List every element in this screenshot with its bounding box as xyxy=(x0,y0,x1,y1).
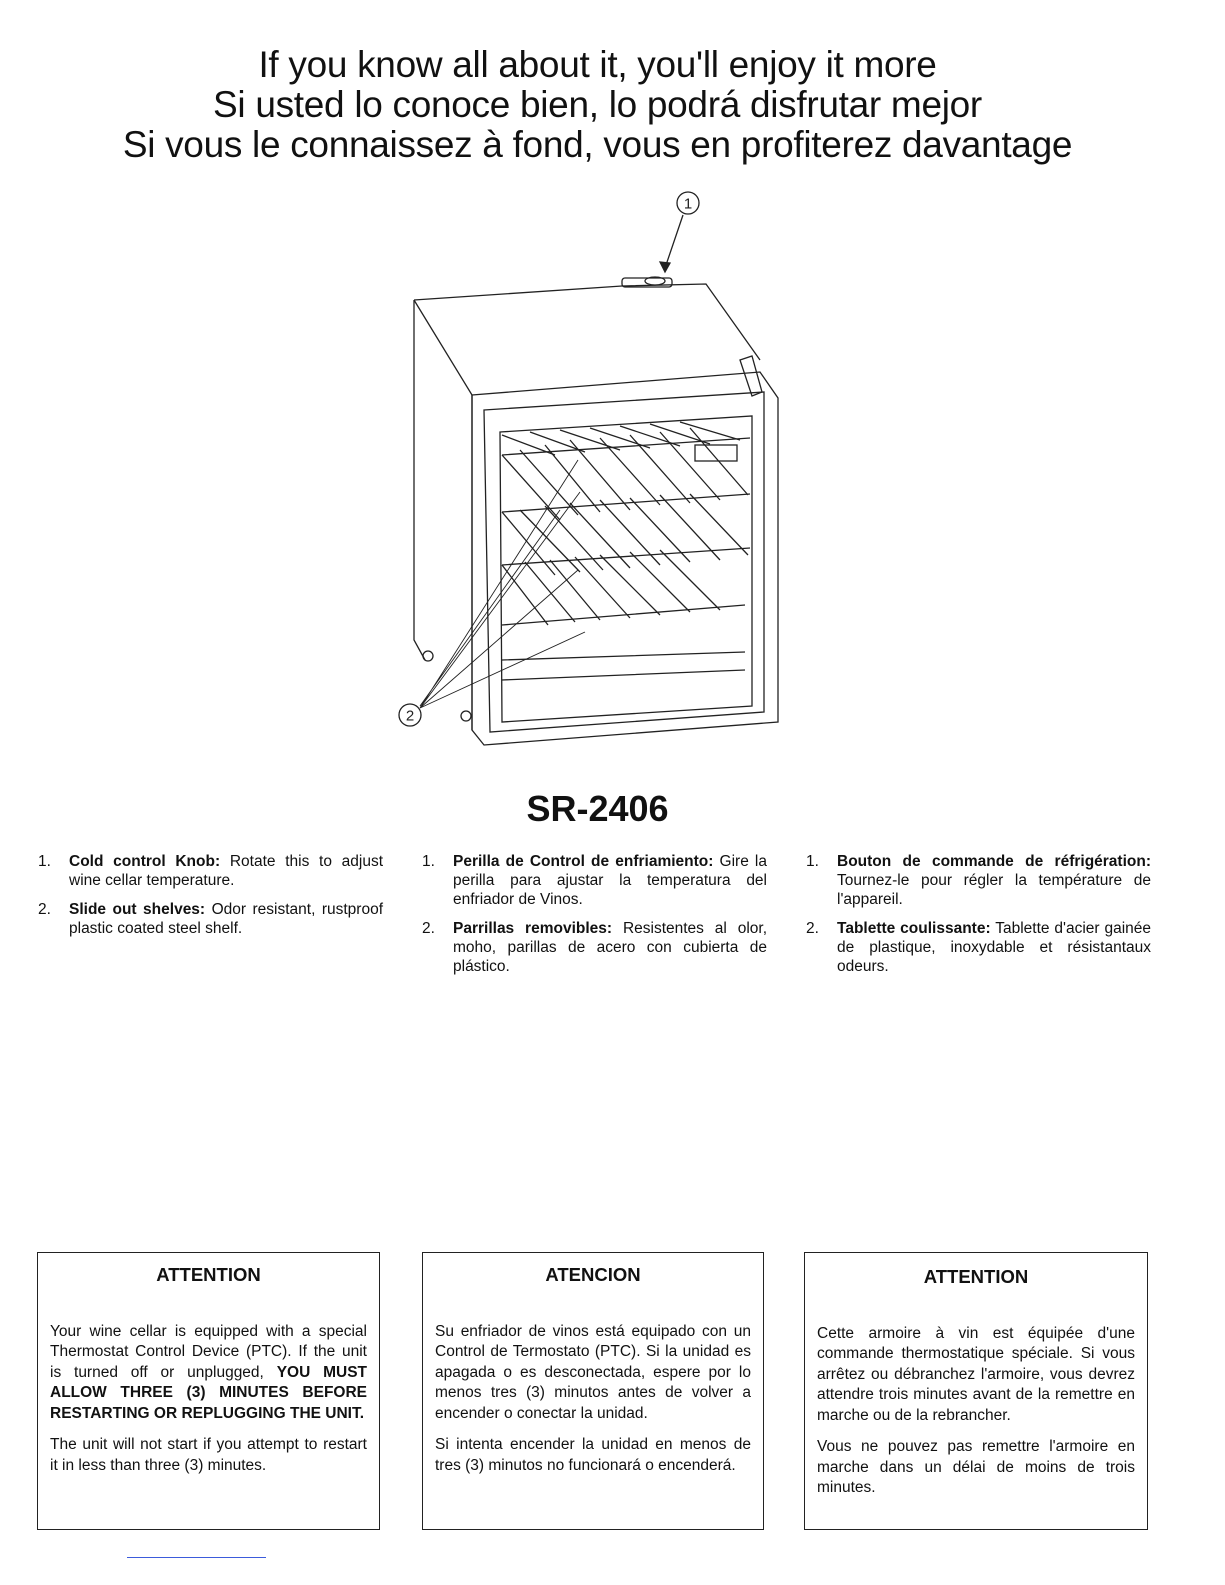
feature-desc: Tournez-le pour régler la température de l'appareil. xyxy=(837,872,1151,908)
heading-french: Si vous le connaissez à fond, vous en profiterez davantage xyxy=(122,124,1073,165)
item-number: 1. xyxy=(422,853,435,870)
features-french xyxy=(806,852,1151,986)
attention-title: ATTENTION xyxy=(923,1266,1029,1287)
attention-box-english xyxy=(37,1252,380,1530)
attention-box-spanish xyxy=(422,1252,764,1530)
attention-box-french xyxy=(804,1252,1148,1530)
attention-title: ATTENTION xyxy=(156,1264,261,1285)
attention-paragraph xyxy=(50,1322,367,1425)
features-english xyxy=(38,852,383,948)
item-number: 1. xyxy=(806,853,819,870)
shelves xyxy=(502,422,750,680)
item-number: 1. xyxy=(38,853,51,870)
feature-desc: Resistentes al olor, moho, parillas de acero con cubierta de plástico. xyxy=(453,920,768,975)
features-spanish xyxy=(422,852,767,986)
item-number: 2. xyxy=(422,920,435,937)
heading-english: If you know all about it, you'll enjoy it more xyxy=(258,44,937,85)
item-number: 2. xyxy=(38,901,51,918)
feature-term: Perilla de Control de enfriamiento: xyxy=(453,853,714,870)
item-number: 2. xyxy=(806,920,819,937)
feature-item xyxy=(806,919,1151,976)
feature-term: Tablette coulissante: xyxy=(837,920,991,937)
callout-1: 1 xyxy=(683,195,693,213)
feature-term: Parrillas removibles: xyxy=(453,920,613,937)
wine-cooler-diagram xyxy=(380,180,800,760)
model-number: SR-2406 xyxy=(526,788,669,829)
attention-paragraph: Si intenta encender la unidad en menos de tres (3) minutos no funcionará o encenderá. xyxy=(435,1436,751,1474)
feature-desc: Rotate this to adjust wine cellar temperature. xyxy=(69,853,383,889)
attention-title: ATENCION xyxy=(545,1264,641,1285)
attention-paragraph: Vous ne pouvez pas remettre l'armoire en marche dans un délai de moins de trois minutes. xyxy=(817,1438,1135,1496)
feature-item xyxy=(38,900,383,938)
feature-term: Slide out shelves: xyxy=(69,901,206,918)
feature-term: Bouton de commande de réfrigération: xyxy=(837,853,1151,870)
feature-item xyxy=(806,852,1151,909)
feature-item xyxy=(422,852,767,909)
heading-spanish: Si usted lo conoce bien, lo podrá disfrutar mejor xyxy=(213,84,982,125)
attention-paragraph: Cette armoire à vin est équipée d'une commande thermostatique spéciale. Si vous arrêtez ou débranchez l'armoire, vous devrez attendre trois minutes avant de la remettre en marche ou de la rebrancher. xyxy=(817,1324,1135,1424)
attention-paragraph: The unit will not start if you attempt to restart it in less than three (3) minutes. xyxy=(50,1436,367,1474)
attention-paragraph: Su enfriador de vinos está equipado con un Control de Termostato (PTC). Si la unidad es apagada o es desconectada, espere por lo menos tres (3) minutos antes de volver a encender o conectar la unidad. xyxy=(435,1322,751,1422)
divider-line xyxy=(127,1557,266,1558)
feature-desc: Odor resistant, rustproof plastic coated steel shelf. xyxy=(69,901,384,937)
callout-2: 2 xyxy=(405,707,415,725)
attention-text: Your wine cellar is equipped with a special Thermostat Control Device (PTC). If the unit is turned off or unplugged, xyxy=(50,1322,367,1381)
feature-item xyxy=(422,919,767,976)
feature-desc: Tablette d'acier gainée de plastique, inoxydable et résistantaux odeurs. xyxy=(837,920,1151,975)
attention-warning: YOU MUST ALLOW THREE (3) MINUTES BEFORE RESTARTING OR REPLUGGING THE UNIT. xyxy=(50,1363,368,1422)
feature-desc: Gire la perilla para ajustar la temperatura del enfriador de Vinos. xyxy=(453,853,767,908)
feature-item xyxy=(38,852,383,890)
feature-term: Cold control Knob: xyxy=(69,853,221,870)
